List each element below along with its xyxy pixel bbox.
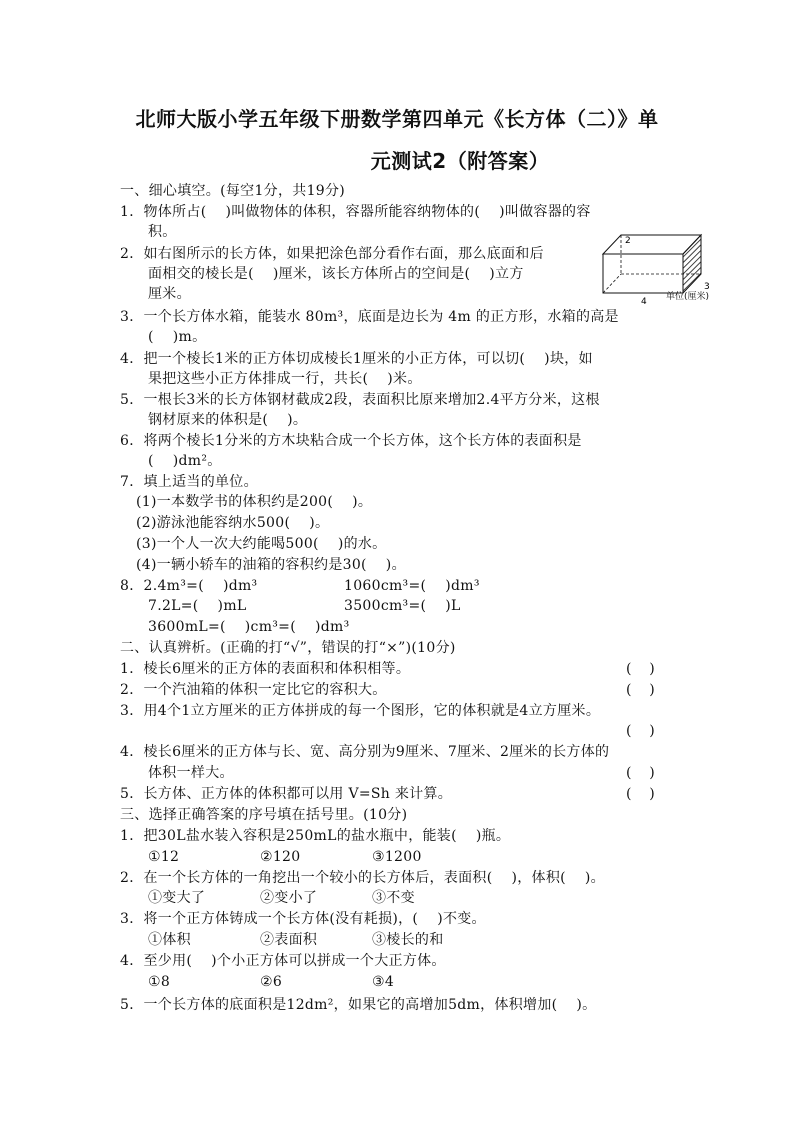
option-item: ①体积 [148,932,191,948]
option-item: ③1200 [372,849,422,865]
cuboid-figure [597,218,797,307]
option-item: ②6 [260,974,283,990]
question-line: 1．物体所占( )叫做物体的体积，容器所能容纳物体的( )叫做容器的容 [120,204,591,220]
option-item: ②120 [260,849,301,865]
question-line: 3600mL=( )cm³=( )dm³ [148,619,350,635]
question-line: 2．如右图所示的长方体，如果把涂色部分看作右面，那么底面和后 [120,246,544,262]
question-line: 6．将两个棱长1分米的方木块粘合成一个长方体，这个长方体的表面积是 [120,433,582,449]
question-line: 5．一根长3米的长方体钢材截成2段，表面积比原来增加2.4平方分米，这根 [120,392,600,408]
answer-paren: ( ) [626,682,655,698]
question-line: 1060cm³=( )dm³ [344,578,480,594]
question-line: 3．一个长方体水箱，能装水 80m³，底面是边长为 4m 的正方形，水箱的高是 [120,309,619,325]
question-line: 3．用4个1立方厘米的正方体拼成的每一个图形，它的体积就是4立方厘米。 [120,703,601,719]
question-line: 钢材原来的体积是( )。 [148,412,308,428]
question-line: 4．把一个棱长1米的正方体切成棱长1厘米的小正方体，可以切( )块，如 [120,351,593,367]
top-face [603,235,701,254]
option-item: ②表面积 [260,932,318,948]
question-line: 1．棱长6厘米的正方体的表面积和体积相等。 [120,661,411,677]
answer-paren: ( ) [626,661,655,677]
question-line: 5．长方体、正方体的体积都可以用 V=Sh 来计算。 [120,786,453,802]
option-item: ①变大了 [148,890,206,906]
length-label: 4 [641,297,647,307]
question-line: ( )dm²。 [148,453,222,469]
question-line: 厘米。 [148,286,191,302]
question-line: 7．填上适当的单位。 [120,474,258,490]
question-line: (3)一个人一次大约能喝500( )的水。 [136,536,387,552]
document-title-line1: 北师大版小学五年级下册数学第四单元《长方体（二）》单 [135,107,659,131]
question-line: (2)游泳池能容纳水500( )。 [136,515,330,531]
question-line: 1．把30L盐水装入容积是250mL的盐水瓶中，能装( )瓶。 [120,828,511,844]
answer-paren: ( ) [626,723,655,739]
question-line: ( )m。 [148,329,207,345]
question-line: 体积一样大。 [148,765,234,781]
section-heading: 二、认真辨析。(正确的打“√”，错误的打“×”)(10分) [120,640,456,656]
question-line: 4．至少用( )个小正方体可以拼成一个大正方体。 [120,953,446,969]
option-item: ③不变 [372,890,415,906]
option-item: ③4 [372,974,395,990]
question-line: 3．将一个正方体铸成一个长方体(没有耗损)，( )不变。 [120,911,486,927]
answer-paren: ( ) [626,786,655,802]
height-label: 2 [625,236,631,246]
question-line: (1)一本数学书的体积约是200( )。 [136,494,373,510]
shaded-right-face [683,235,701,293]
question-line: 7.2L=( )mL [148,598,247,614]
question-line: 果把这些小正方体排成一行，共长( )米。 [148,371,422,387]
question-line: 8．2.4m³=( )dm³ [120,578,258,594]
figure-unit-label: 单位(厘米) [666,292,710,302]
question-line: 积。 [148,224,177,240]
question-line: 面相交的棱长是( )厘米，该长方体所占的空间是( )立方 [148,266,524,282]
hidden-edge [603,274,621,293]
front-face [603,254,683,293]
question-line: (4)一辆小轿车的油箱的容积约是30( )。 [136,557,406,573]
question-line: 3500cm³=( )L [344,598,461,614]
question-line: 2．在一个长方体的一角挖出一个较小的长方体后，表面积( )，体积( )。 [120,870,605,886]
answer-paren: ( ) [626,765,655,781]
option-item: ①12 [148,849,180,865]
width-label: 3 [704,282,710,292]
document-title-line2: 元测试2（附答案） [370,149,550,173]
section-heading: 一、细心填空。(每空1分，共19分) [120,183,346,199]
question-line: 5．一个长方体的底面积是12dm²，如果它的高增加5dm，体积增加( )。 [120,997,597,1013]
question-line: 2．一个汽油箱的体积一定比它的容积大。 [120,682,387,698]
section-heading: 三、选择正确答案的序号填在括号里。(10分) [120,807,408,823]
option-item: ①8 [148,974,171,990]
option-item: ③棱长的和 [372,932,444,948]
option-item: ②变小了 [260,890,318,906]
question-line: 4．棱长6厘米的正方体与长、宽、高分别为9厘米、7厘米、2厘米的长方体的 [120,744,610,760]
